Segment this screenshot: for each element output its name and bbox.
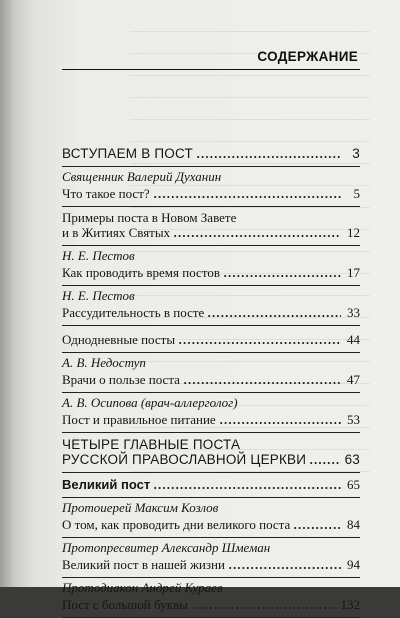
toc-page-number: 65 xyxy=(347,477,360,492)
toc-page-number: 12 xyxy=(347,225,360,240)
toc-page-number: 33 xyxy=(347,305,360,320)
toc-leader-dots xyxy=(178,338,341,344)
toc-divider xyxy=(62,432,360,433)
toc-item-title-line2: и в Житиях Святых xyxy=(62,225,171,240)
toc-page-number: 132 xyxy=(340,597,360,612)
toc-section-title-line2: РУССКОЙ ПРАВОСЛАВНОЙ ЦЕРКВИ xyxy=(62,452,307,467)
toc-leader-dots xyxy=(228,563,341,569)
toc-author: Н. Е. Пестов xyxy=(62,248,135,263)
toc-divider xyxy=(62,285,360,286)
toc-item xyxy=(62,597,360,612)
page-title: СОДЕРЖАНИЕ xyxy=(257,49,358,64)
toc-leader-dots xyxy=(191,603,338,609)
toc-leader-dots xyxy=(183,378,341,384)
table-of-contents xyxy=(62,142,360,618)
toc-divider xyxy=(62,472,360,473)
toc-author: Священник Валерий Духанин xyxy=(62,169,222,184)
toc-page-number: 5 xyxy=(353,186,360,201)
toc-leader-dots xyxy=(309,458,341,464)
toc-item-title: О том, как проводить дни великого поста xyxy=(62,517,291,532)
toc-item-title: Великий пост в нашей жизни xyxy=(62,557,225,572)
toc-divider xyxy=(62,577,360,578)
toc-item xyxy=(62,210,360,240)
toc-author: Протопресвитер Александр Шмеман xyxy=(62,540,271,555)
toc-page-number: 3 xyxy=(352,146,360,161)
toc-author: А. В. Осипова (врач-аллерголог) xyxy=(62,395,238,410)
toc-leader-dots xyxy=(153,192,341,198)
toc-divider xyxy=(62,245,360,246)
toc-divider xyxy=(62,206,360,207)
toc-divider xyxy=(62,352,360,353)
toc-item xyxy=(62,517,360,532)
toc-leader-dots xyxy=(207,311,341,317)
toc-item xyxy=(62,557,360,572)
toc-section-title: ВСТУПАЕМ В ПОСТ xyxy=(62,146,193,161)
toc-item-title: Однодневные посты xyxy=(62,332,176,347)
toc-section-title-line1: ЧЕТЫРЕ ГЛАВНЫЕ ПОСТА xyxy=(62,437,241,452)
toc-item xyxy=(62,372,360,387)
toc-item xyxy=(62,305,360,320)
toc-author: Протодиакон Андрей Кураев xyxy=(62,580,223,595)
toc-divider xyxy=(62,166,360,167)
toc-item xyxy=(62,477,360,492)
toc-item-title-line1: Примеры поста в Новом Завете xyxy=(62,210,237,225)
toc-item xyxy=(62,265,360,280)
toc-page-number: 47 xyxy=(347,372,360,387)
toc-author: А. В. Недоступ xyxy=(62,355,146,370)
toc-divider xyxy=(62,497,360,498)
toc-section xyxy=(62,146,360,161)
toc-item xyxy=(62,332,360,347)
toc-leader-dots xyxy=(293,523,341,529)
toc-page-number: 84 xyxy=(347,517,360,532)
page-header xyxy=(62,43,360,70)
toc-divider xyxy=(62,325,360,326)
toc-item-title: Как проводить время постов xyxy=(62,265,220,280)
toc-item-title: Врачи о пользе поста xyxy=(62,372,180,387)
toc-leader-dots xyxy=(173,231,341,237)
toc-leader-dots xyxy=(223,271,341,277)
toc-section xyxy=(62,437,360,467)
toc-item-title: Рассудительность в посте xyxy=(62,305,205,320)
toc-page-number: 53 xyxy=(347,412,360,427)
toc-item xyxy=(62,186,360,201)
toc-item-title: Великий пост xyxy=(62,477,151,492)
toc-leader-dots xyxy=(153,483,341,489)
toc-divider xyxy=(62,392,360,393)
toc-leader-dots xyxy=(219,418,341,424)
toc-page-number: 17 xyxy=(347,265,360,280)
toc-page-number: 63 xyxy=(344,452,360,467)
toc-author: Н. Е. Пестов xyxy=(62,288,135,303)
toc-item xyxy=(62,412,360,427)
toc-page-number: 94 xyxy=(347,557,360,572)
toc-page-number: 44 xyxy=(347,332,360,347)
toc-item-title: Пост с большой буквы xyxy=(62,597,188,612)
toc-author: Протоиерей Максим Козлов xyxy=(62,500,219,515)
toc-item-title: Что такое пост? xyxy=(62,186,150,201)
toc-divider xyxy=(62,537,360,538)
toc-leader-dots xyxy=(196,152,341,158)
toc-item-title: Пост и правильное питание xyxy=(62,412,216,427)
